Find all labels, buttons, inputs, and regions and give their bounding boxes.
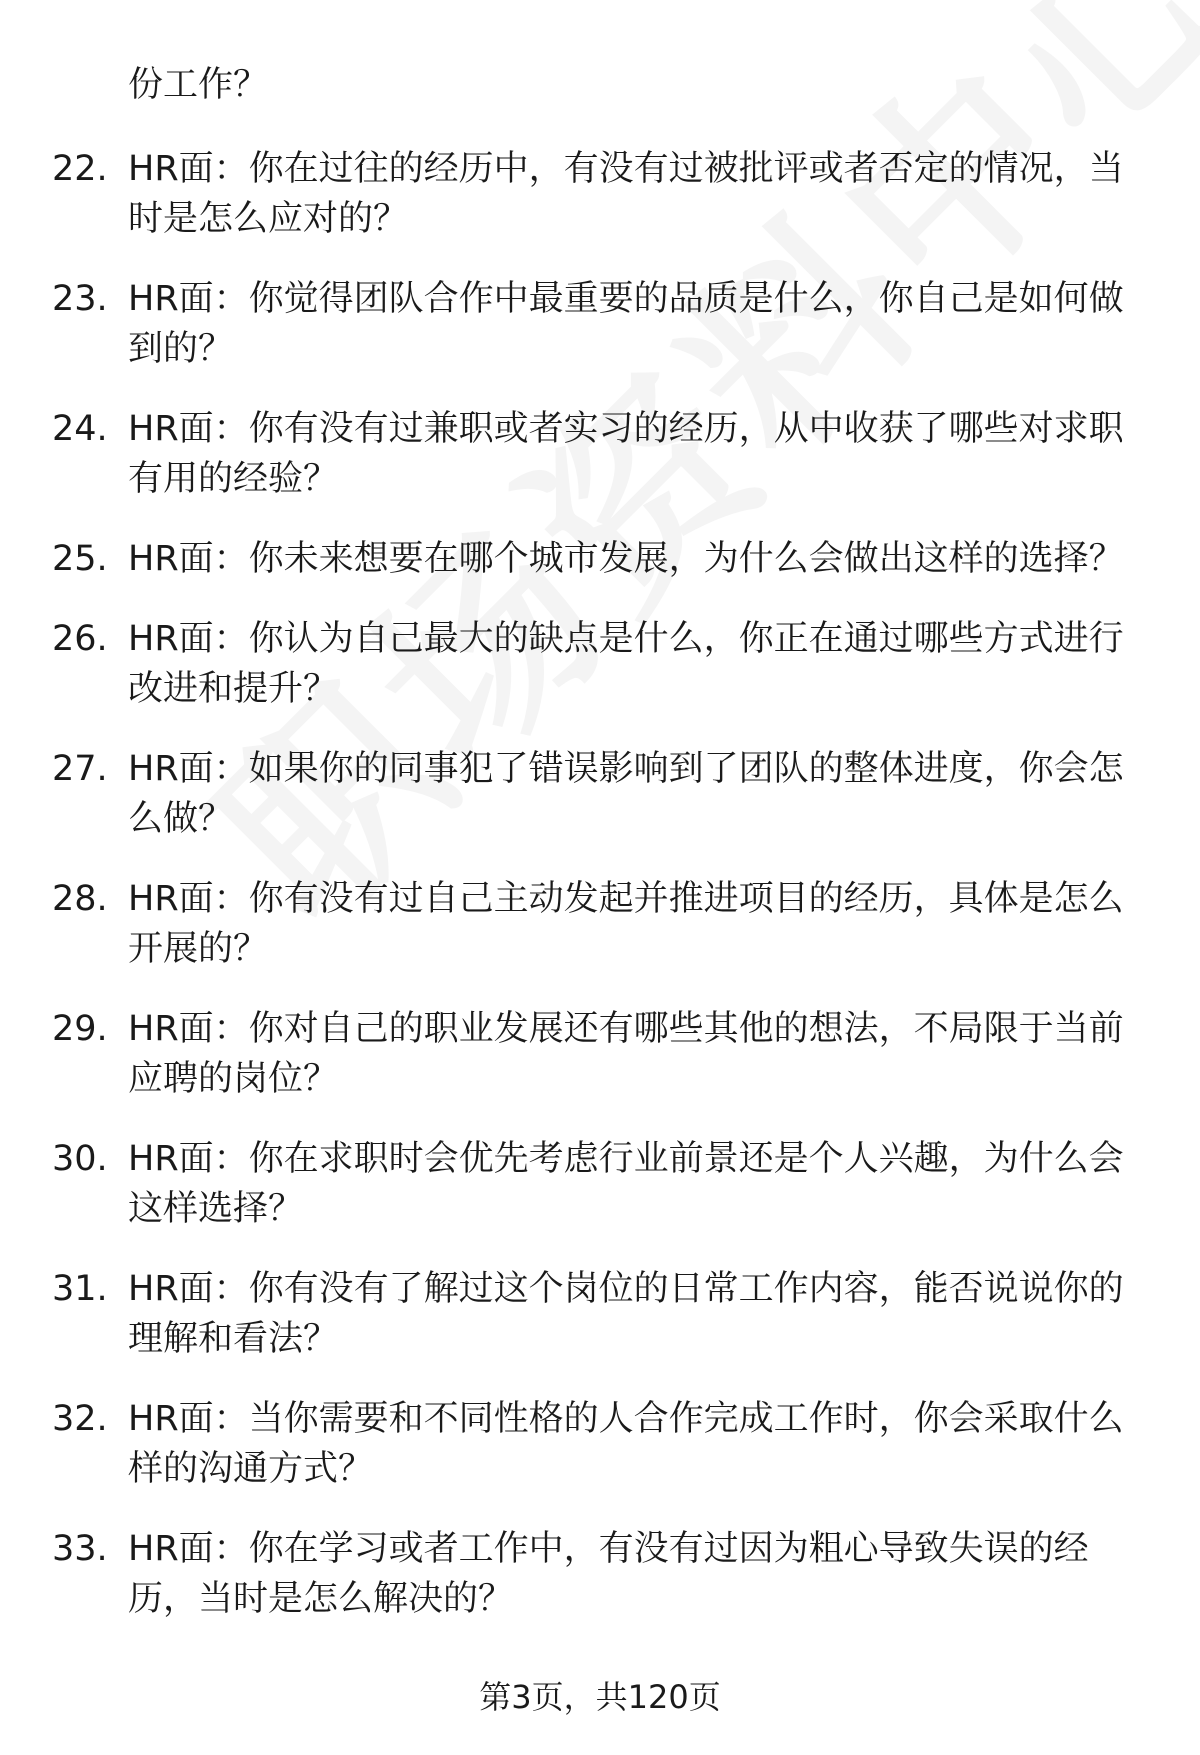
question-number: 26. bbox=[52, 619, 108, 659]
question-number: 32. bbox=[52, 1399, 108, 1439]
list-item bbox=[0, 1524, 1154, 1624]
question-text: HR面：你有没有了解过这个岗位的日常工作内容，能否说说你的理解和看法？ bbox=[128, 1269, 1124, 1359]
question-number: 22. bbox=[52, 149, 108, 189]
question-number: 23. bbox=[52, 279, 108, 319]
question-text: HR面：你在过往的经历中，有没有过被批评或者否定的情况，当时是怎么应对的？ bbox=[128, 149, 1124, 239]
question-text: HR面：如果你的同事犯了错误影响到了团队的整体进度，你会怎么做？ bbox=[128, 749, 1124, 839]
question-number: 29. bbox=[52, 1009, 108, 1049]
list-item bbox=[0, 744, 1154, 844]
list-item bbox=[0, 1004, 1154, 1104]
question-list bbox=[0, 60, 1200, 1654]
question-text: HR面：你认为自己最大的缺点是什么，你正在通过哪些方式进行改进和提升？ bbox=[128, 619, 1124, 709]
question-number: 24. bbox=[52, 409, 108, 449]
question-text: HR面：当你需要和不同性格的人合作完成工作时，你会采取什么样的沟通方式？ bbox=[128, 1399, 1124, 1489]
question-text: HR面：你在学习或者工作中，有没有过因为粗心导致失误的经历，当时是怎么解决的？ bbox=[128, 1529, 1089, 1619]
list-item bbox=[0, 404, 1154, 504]
list-item bbox=[0, 1264, 1154, 1364]
question-text: HR面：你未来想要在哪个城市发展，为什么会做出这样的选择？ bbox=[128, 539, 1124, 579]
question-text: 份工作？ bbox=[128, 65, 269, 105]
list-item-continuation bbox=[0, 60, 1154, 110]
list-item bbox=[0, 274, 1154, 374]
list-item bbox=[0, 1134, 1154, 1234]
question-number: 30. bbox=[52, 1139, 108, 1179]
question-text: HR面：你觉得团队合作中最重要的品质是什么，你自己是如何做到的？ bbox=[128, 279, 1124, 369]
question-number: 28. bbox=[52, 879, 108, 919]
question-text: HR面：你有没有过自己主动发起并推进项目的经历，具体是怎么开展的？ bbox=[128, 879, 1124, 969]
question-text: HR面：你在求职时会优先考虑行业前景还是个人兴趣，为什么会这样选择？ bbox=[128, 1139, 1124, 1229]
question-number: 25. bbox=[52, 539, 108, 579]
page-footer: 第3页，共120页 bbox=[479, 1678, 721, 1716]
list-item bbox=[0, 534, 1154, 584]
question-number: 33. bbox=[52, 1529, 108, 1569]
question-items bbox=[0, 144, 1200, 1624]
list-item bbox=[0, 874, 1154, 974]
list-item bbox=[0, 614, 1154, 714]
question-text: HR面：你对自己的职业发展还有哪些其他的想法，不局限于当前应聘的岗位？ bbox=[128, 1009, 1124, 1099]
list-item bbox=[0, 144, 1154, 244]
question-number: 27. bbox=[52, 749, 108, 789]
list-item bbox=[0, 1394, 1154, 1494]
question-text: HR面：你有没有过兼职或者实习的经历，从中收获了哪些对求职有用的经验？ bbox=[128, 409, 1124, 499]
question-number: 31. bbox=[52, 1269, 108, 1309]
